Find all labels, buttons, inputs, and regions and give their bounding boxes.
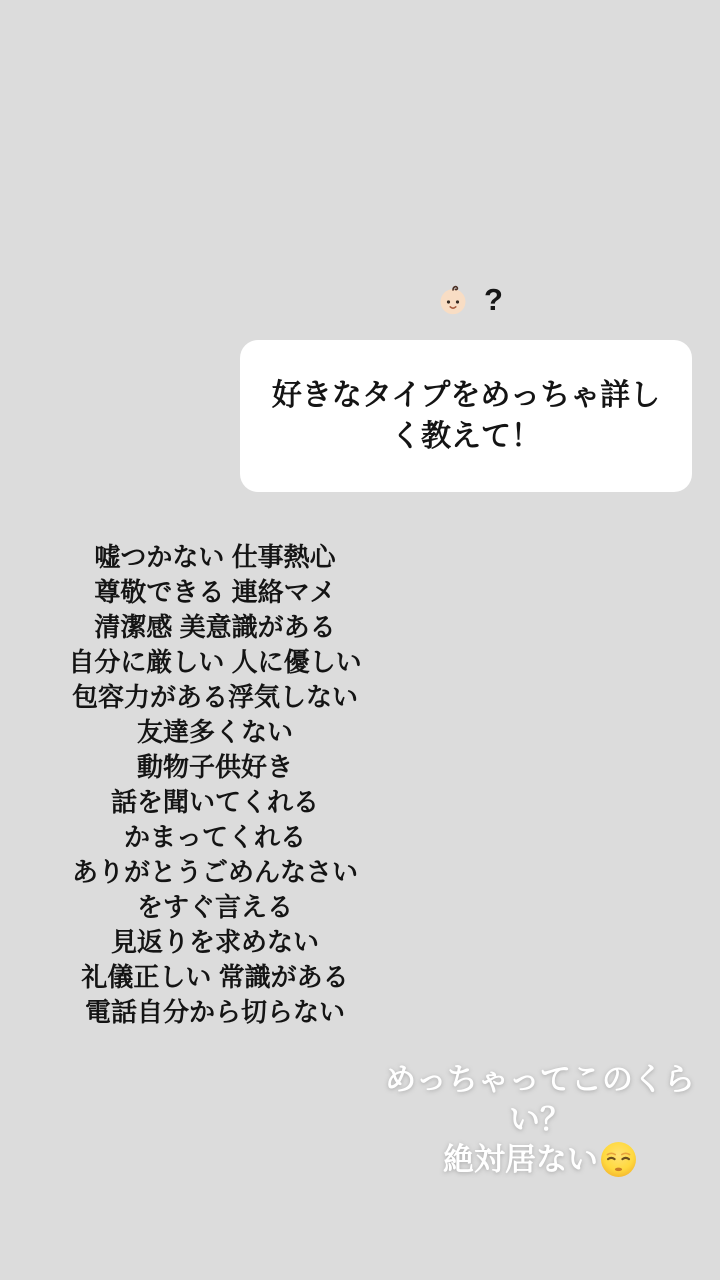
- bottom-note-block: [369, 1060, 711, 1180]
- answer-line: をすぐ言える: [136, 892, 293, 922]
- note-line: [369, 1140, 711, 1180]
- answer-line: ありがとうごめんなさい: [71, 857, 358, 887]
- pensive-emoji: [600, 1141, 637, 1178]
- answer-line: 話を聞いてくれる: [110, 787, 319, 817]
- answer-line: 電話自分から切らない: [84, 997, 345, 1027]
- note-line-text: 絶対居ない: [443, 1142, 598, 1177]
- answer-line: 包容力がある浮気しない: [71, 682, 358, 712]
- answer-line: 嘘つかない 仕事熱心: [94, 542, 336, 572]
- question-sticker-card[interactable]: [240, 340, 692, 492]
- question-text-line: く教えて！: [390, 420, 541, 453]
- answer-text-block: [0, 540, 430, 1030]
- question-mark-text: ?: [484, 282, 503, 317]
- question-text-line: 好きなタイプをめっちゃ詳し: [271, 379, 661, 412]
- question-text: [272, 375, 660, 457]
- note-line: い？: [509, 1102, 571, 1137]
- answer-line: かまってくれる: [123, 822, 306, 852]
- answer-line: 自分に厳しい 人に優しい: [68, 647, 362, 677]
- answer-line: 礼儀正しい 常識がある: [81, 962, 349, 992]
- answer-line: 清潔感 美意識がある: [94, 612, 336, 642]
- answer-line: 見返りを求めない: [110, 927, 319, 957]
- question-sticker-header: [438, 282, 503, 317]
- note-line: めっちゃってこのくら: [385, 1062, 695, 1097]
- answer-line: 動物子供好き: [136, 752, 293, 782]
- baby-emoji: [438, 285, 468, 315]
- answer-line: 友達多くない: [136, 717, 293, 747]
- answer-line: 尊敬できる 連絡マメ: [94, 577, 336, 607]
